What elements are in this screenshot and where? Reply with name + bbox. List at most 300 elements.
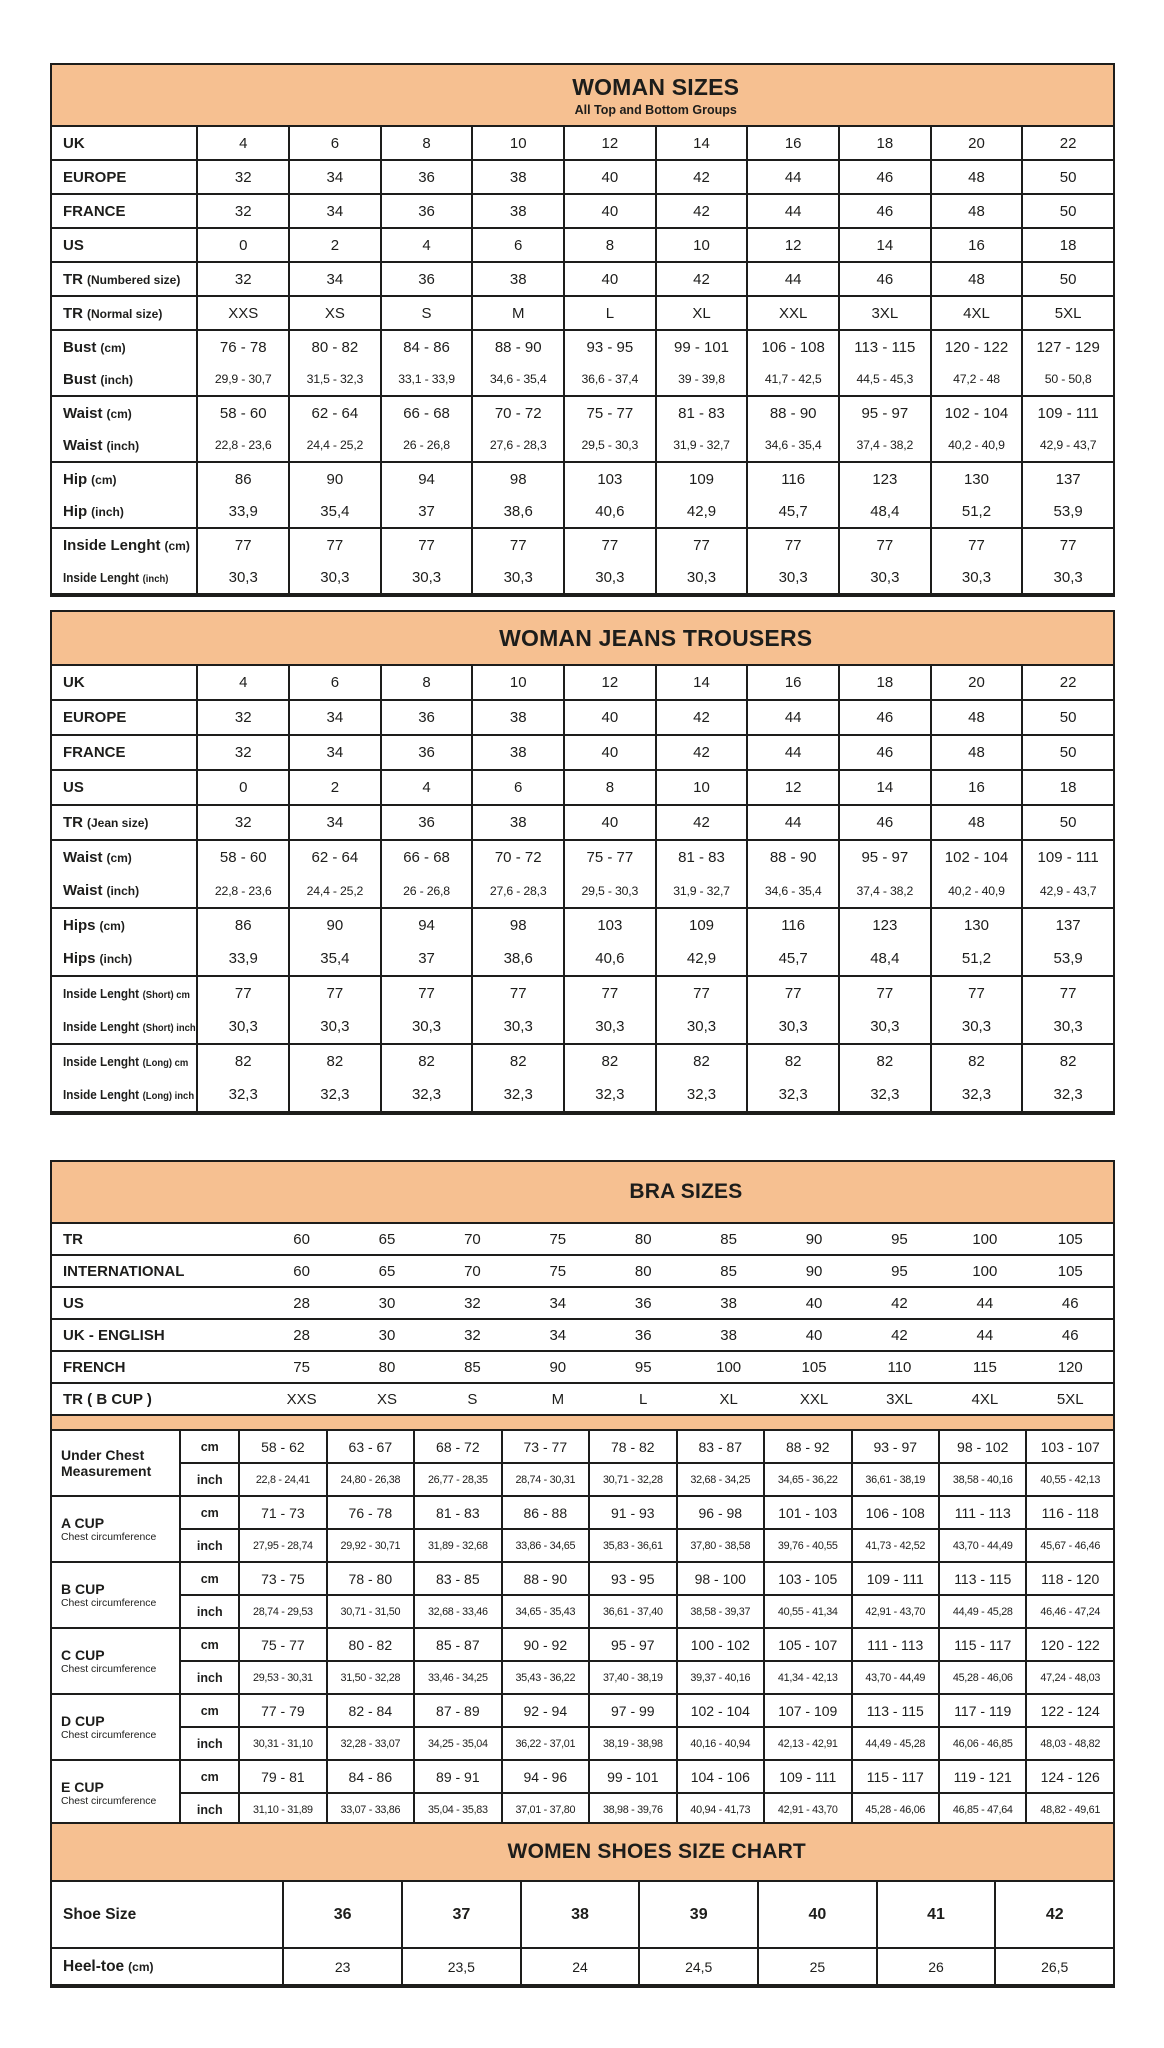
size-cell: 82 [382,1045,474,1078]
size-cell: 76 - 78 [328,1497,415,1528]
row-label-text: Hip [63,470,88,488]
row-label-wrap [63,674,85,691]
size-cell: 3XL [886,1390,913,1408]
size-cell: 120 - 122 [1040,1636,1100,1653]
size-cell: 109 - 111 [853,1563,940,1594]
row-label: FRENCH [63,1358,126,1376]
size-cell: 12 [565,127,657,159]
size-cell: 0 [198,229,290,261]
size-cell: 77 [198,977,290,1010]
table-row [52,461,1113,495]
unit-label: inch [181,1794,240,1825]
size-cell: 22 [1059,674,1077,691]
row-label [52,127,198,159]
row-label-note: (inch) [99,952,133,966]
size-cell: 30,3 [1053,1018,1083,1035]
size-cell: 32 [198,195,290,227]
size-cell: 42 [1045,1905,1064,1923]
cup-rows [181,1629,1113,1693]
size-cell: 73 - 77 [503,1431,590,1462]
row-label [52,229,198,261]
size-cell: 30,3 [290,561,382,593]
unit-label: inch [181,1728,240,1759]
size-cell: 77 [748,977,840,1010]
size-cell: 30,3 [382,1010,474,1043]
size-cell: 42 [657,736,749,769]
row-label-text: Waist [63,436,103,454]
size-cell: 94 [382,463,474,495]
size-cell: 85 [464,1358,481,1376]
size-cell: 36 [382,701,474,734]
size-cell: 85 [720,1230,737,1248]
size-cell: 0 [198,771,290,804]
size-cell: 32 [464,1294,481,1312]
size-cell: 36 [382,806,474,839]
size-cell: 90 [805,1262,823,1280]
table-row [52,1947,1113,1984]
size-cell: 50 - 50,8 [1044,372,1092,386]
size-cell: 46 [840,701,932,734]
size-cell: 36 [382,736,474,769]
size-cell: 26,77 - 28,35 [415,1464,502,1495]
row-label-text: EUROPE [63,168,127,186]
size-cell: 77 [657,977,749,1010]
size-cell: 10 [473,127,565,159]
size-cell: 46 [1061,1294,1079,1312]
cup-label-text: Under Chest Measurement [61,1446,152,1479]
size-cell: 33,07 - 33,86 [328,1794,415,1825]
size-cell: 77 [473,977,565,1010]
row-label [52,1010,198,1043]
row-label-text: Inside Lenght [63,569,140,585]
row-label-wrap [63,1958,154,1976]
size-cell: 30,3 [748,561,840,593]
size-cell: 38 [473,263,565,295]
row-label [52,363,198,395]
size-cell: 32,3 [932,1078,1024,1111]
size-cell: 38,58 - 40,16 [940,1464,1027,1495]
size-cell: 32,28 - 33,07 [328,1728,415,1759]
row-label-wrap [63,203,126,220]
table-row [52,1078,1113,1111]
size-cell: 42 [891,1326,908,1344]
size-cell: 32,3 [657,1078,749,1111]
size-cell: 34,65 - 35,43 [503,1596,590,1627]
size-cell: 77 [840,977,932,1010]
size-cell: 30,3 [198,561,290,593]
size-cell: 37 [382,942,474,975]
size-cell: 4 [198,127,290,159]
cup-label-sublabel: Chest circumference [61,1664,157,1676]
row-label [52,874,198,907]
size-cell: 41,73 - 42,52 [853,1530,940,1561]
size-cell: 77 - 79 [240,1695,327,1726]
size-cell: 99 - 101 [590,1761,677,1792]
size-cell: 98 - 102 [940,1431,1027,1462]
row-label-note: (inch) [142,572,169,585]
size-cell: 97 - 99 [590,1695,677,1726]
size-cell: 30,71 - 31,50 [328,1596,415,1627]
size-cell: 30,3 [932,561,1024,593]
bra-conversion-row [52,1254,1113,1286]
size-cell: 84 - 86 [328,1761,415,1792]
size-cell: 36 [382,263,474,295]
size-cell: 42,91 - 43,70 [853,1596,940,1627]
size-cell: 42 [657,161,749,193]
size-cell: 20 [932,666,1024,699]
unit-label: inch [181,1662,240,1693]
row-label [52,841,198,874]
size-cell: 75 - 77 [240,1629,327,1660]
size-cell: 88 - 90 [503,1563,590,1594]
size-cell: 8 [382,127,474,159]
row-label-note: (inch) [106,884,140,898]
size-cell: 82 [748,1045,840,1078]
row-label-note: (Long) inch [142,1090,195,1102]
unit-label: cm [181,1431,240,1462]
size-cell: 50 [1059,744,1077,761]
size-cell: 80 - 82 [290,331,382,363]
size-cell: 63 - 67 [328,1431,415,1462]
bra-conversion-row [52,1286,1113,1318]
table-row [52,527,1113,561]
size-cell: 18 [840,127,932,159]
size-cell: 98 - 100 [678,1563,765,1594]
size-cell: 90 [290,909,382,942]
row-label-wrap [63,305,162,322]
size-cell: 88 - 90 [473,331,565,363]
row-label [52,429,198,461]
size-cell: 29,92 - 30,71 [328,1530,415,1561]
shoes-size-rows [52,1880,1113,1984]
size-cell: 12 [748,771,840,804]
size-cell: 4 [198,666,290,699]
size-cell: 84 - 86 [382,331,474,363]
row-label-text: Inside Lenght [63,536,161,554]
row-label-note: (Normal size) [87,306,163,321]
size-cell: 29,53 - 30,31 [240,1662,327,1693]
size-cell: 36,61 - 37,40 [590,1596,677,1627]
size-cell: 30,3 [840,561,932,593]
cup-group [52,1693,1113,1759]
row-label [52,495,198,527]
size-cell: 95 - 97 [840,841,932,874]
size-cell: 50 [1059,202,1077,220]
size-cell: 29,9 - 30,7 [198,363,290,395]
size-cell: 24,5 [640,1949,759,1984]
size-cell: 81 - 83 [657,397,749,429]
row-label [52,195,198,227]
size-cell: 109 [657,463,749,495]
cup-label-sublabel: Chest circumference [61,1532,157,1544]
size-cell: 48 [932,195,1024,227]
size-cell: 65 [378,1262,396,1280]
size-cell: 93 - 95 [590,1563,677,1594]
size-cell: 35,4 [290,942,382,975]
size-cell: 35,83 - 36,61 [590,1530,677,1561]
size-cell: 24,80 - 26,38 [328,1464,415,1495]
row-label: TR [63,1230,83,1248]
size-cell: 42 [891,1294,908,1312]
row-label [52,666,198,699]
size-cell: 40 [565,701,657,734]
size-cell: 48 [932,161,1024,193]
size-cell: 28,74 - 30,31 [503,1464,590,1495]
table-row [52,907,1113,942]
size-cell: 44 [748,195,840,227]
row-label-text: TR [63,304,83,322]
table-row [52,734,1113,769]
row-label-wrap [63,339,126,356]
size-cell: 30,3 [840,1010,932,1043]
size-cell: 34 [290,736,382,769]
row-label [52,463,198,495]
size-cell: 118 - 120 [1041,1570,1100,1587]
size-cell: XS [290,297,382,329]
row-label-wrap [63,1054,188,1069]
row-label-wrap [63,849,132,866]
size-cell: 24 [522,1949,641,1984]
row-label [52,701,198,734]
size-cell: 46,06 - 46,85 [940,1728,1027,1759]
size-cell: 77 [932,977,1024,1010]
size-cell: 77 [473,529,565,561]
size-cell: 102 - 104 [932,397,1024,429]
size-cell: 119 - 121 [940,1761,1027,1792]
row-label-text: Waist [63,882,103,899]
cup-rows [181,1761,1113,1825]
size-cell: 40,2 - 40,9 [932,874,1024,907]
size-cell: 45,7 [748,495,840,527]
row-label-note: (cm) [100,340,126,355]
row-label-text: Hip [63,502,88,520]
row-label-text: TR [63,814,83,831]
size-cell: 30,3 [290,1010,382,1043]
size-cell: 53,9 [1053,502,1083,520]
size-cell: 30,3 [565,1010,657,1043]
size-cell: 42 [657,806,749,839]
table-row [52,804,1113,839]
size-cell: 38,6 [473,495,565,527]
size-cell: 82 [198,1045,290,1078]
size-cell: 24,4 - 25,2 [290,429,382,461]
row-label-text: Shoe Size [63,1905,137,1923]
size-cell: 77 [657,529,749,561]
size-cell: 44 [748,161,840,193]
size-cell: 58 - 60 [198,841,290,874]
size-cell: 44 [748,806,840,839]
woman-sizes-header [52,65,1113,125]
size-cell: 82 [840,1045,932,1078]
size-cell: 113 - 115 [840,331,932,363]
size-cell: 47,2 - 48 [932,363,1024,395]
row-label-note: (cm) [106,406,132,421]
size-cell: 37,01 - 37,80 [503,1794,590,1825]
size-cell: 40,94 - 41,73 [678,1794,765,1825]
row-label-note: (cm) [164,538,190,553]
size-cell: 98 [473,463,565,495]
size-cell: 38 [473,161,565,193]
size-cell: 82 - 84 [328,1695,415,1726]
size-cell: 109 - 111 [765,1761,852,1792]
size-cell: 38,98 - 39,76 [590,1794,677,1825]
cup-label [52,1563,181,1627]
size-cell: 110 [887,1358,912,1376]
size-cell: 95 [891,1230,908,1248]
row-label [52,331,198,363]
unit-label: cm [181,1629,240,1660]
size-cell: 103 [565,909,657,942]
size-cell: 79 - 81 [240,1761,327,1792]
size-cell: 42,9 - 43,7 [1039,883,1097,898]
size-cell: 41,7 - 42,5 [748,363,840,395]
size-cell: XXL [799,1390,829,1408]
size-cell: 107 - 109 [765,1695,852,1726]
size-cell: 5XL [1056,1390,1084,1408]
size-cell: 22,8 - 23,6 [198,429,290,461]
size-cell: 42,9 [657,942,749,975]
size-cell: 23 [284,1949,403,1984]
size-cell: 62 - 64 [290,397,382,429]
size-cell: 18 [840,666,932,699]
row-label-note: (cm) [128,1959,154,1974]
size-cell: 22,8 - 24,41 [240,1464,327,1495]
size-cell: 37 [382,495,474,527]
size-cell: 48 [932,701,1024,734]
table-row [52,261,1113,295]
size-cell: 38 [473,806,565,839]
table-row [52,874,1113,907]
size-cell: 123 [840,463,932,495]
size-cell: 4XL [932,297,1024,329]
row-label-note: (Jean size) [87,816,149,830]
size-cell: 100 [972,1230,998,1248]
row-label [52,736,198,769]
cup-rows [181,1431,1113,1495]
row-label [52,977,198,1010]
size-cell: 86 [198,463,290,495]
size-cell: 35,43 - 36,22 [503,1662,590,1693]
size-cell: 77 [290,977,382,1010]
size-cell: 42,13 - 42,91 [765,1728,852,1759]
size-cell: 30,3 [657,1010,749,1043]
size-cell: 34 [290,806,382,839]
size-cell: 42 [657,195,749,227]
bra-conversion-row [52,1350,1113,1382]
size-cell: 137 [1055,470,1081,488]
size-cell: 16 [932,229,1024,261]
size-cell: 28 [293,1326,310,1344]
size-cell: 105 [1057,1262,1083,1280]
size-cell: 37,4 - 38,2 [840,429,932,461]
row-label-text: Bust [63,370,97,388]
size-cell: 48 [932,806,1024,839]
size-cell: 34,6 - 35,4 [473,363,565,395]
size-cell: 12 [748,229,840,261]
size-cell: 38 [720,1326,737,1344]
size-cell: 32,3 [1053,1086,1083,1103]
size-cell: 40 [565,806,657,839]
cup-group [52,1759,1113,1825]
cup-row-cm [181,1761,1113,1792]
cup-group [52,1561,1113,1627]
size-cell: 46 [840,263,932,295]
size-cell: XXS [286,1390,317,1408]
size-cell: 103 - 107 [1040,1438,1100,1455]
row-label [52,771,198,804]
size-cell: 60 [293,1230,310,1248]
table-row [52,159,1113,193]
size-cell: 18 [1059,779,1077,796]
size-cell: 77 [565,529,657,561]
size-cell: 37,4 - 38,2 [840,874,932,907]
size-cell: 38 [473,701,565,734]
cup-label [52,1695,181,1759]
size-cell: 41,34 - 42,13 [765,1662,852,1693]
jeans-trousers-rows [52,664,1113,1111]
row-label-wrap [63,950,132,967]
size-cell: 90 [805,1230,823,1248]
size-cell: 103 - 105 [765,1563,852,1594]
size-cell: 77 [748,529,840,561]
size-cell: 46,46 - 47,24 [1040,1605,1101,1618]
size-cell: 48,03 - 48,82 [1040,1737,1101,1750]
cup-label-text: C CUP [61,1646,105,1663]
row-label [52,1078,198,1111]
size-cell: 38 [473,736,565,769]
size-cell: 48 [932,736,1024,769]
size-cell: 36 [382,161,474,193]
table-row [52,495,1113,527]
row-label [52,1045,198,1078]
size-cell: 44,49 - 45,28 [940,1596,1027,1627]
size-cell: 89 - 91 [415,1761,502,1792]
row-label-text: Waist [63,404,103,422]
woman-sizes-rows [52,125,1113,593]
size-cell: 90 [549,1358,567,1376]
size-cell: 33,1 - 33,9 [382,363,474,395]
size-cell: 73 - 75 [240,1563,327,1594]
size-cell: 83 - 85 [415,1563,502,1594]
size-cell: 32 [198,736,290,769]
size-cell: 82 [473,1045,565,1078]
size-cell: 130 [932,909,1024,942]
size-cell: 82 [290,1045,382,1078]
size-cell: 37 [403,1882,522,1947]
size-cell: 77 [382,529,474,561]
size-cell: 30,3 [198,1010,290,1043]
size-cell: 109 [657,909,749,942]
cup-row-inch [181,1792,1113,1825]
unit-label: cm [181,1695,240,1726]
row-label-note: (inch) [106,438,140,453]
row-label-wrap [63,570,168,585]
row-label-wrap [63,744,126,761]
bra-conversion-row [52,1382,1113,1414]
cup-label [52,1629,181,1693]
row-label-wrap [63,1906,136,1924]
size-cell: 16 [748,666,840,699]
bra-sizes-header [52,1162,1113,1222]
size-cell: 33,9 [198,942,290,975]
size-cell: 109 - 111 [1037,849,1099,866]
row-label-note: (cm) [91,472,117,487]
row-label-text: Waist [63,849,103,866]
size-cell: 42,91 - 43,70 [765,1794,852,1825]
size-cell: 88 - 90 [748,841,840,874]
size-cell: 75 [293,1358,310,1376]
row-label [52,263,198,295]
